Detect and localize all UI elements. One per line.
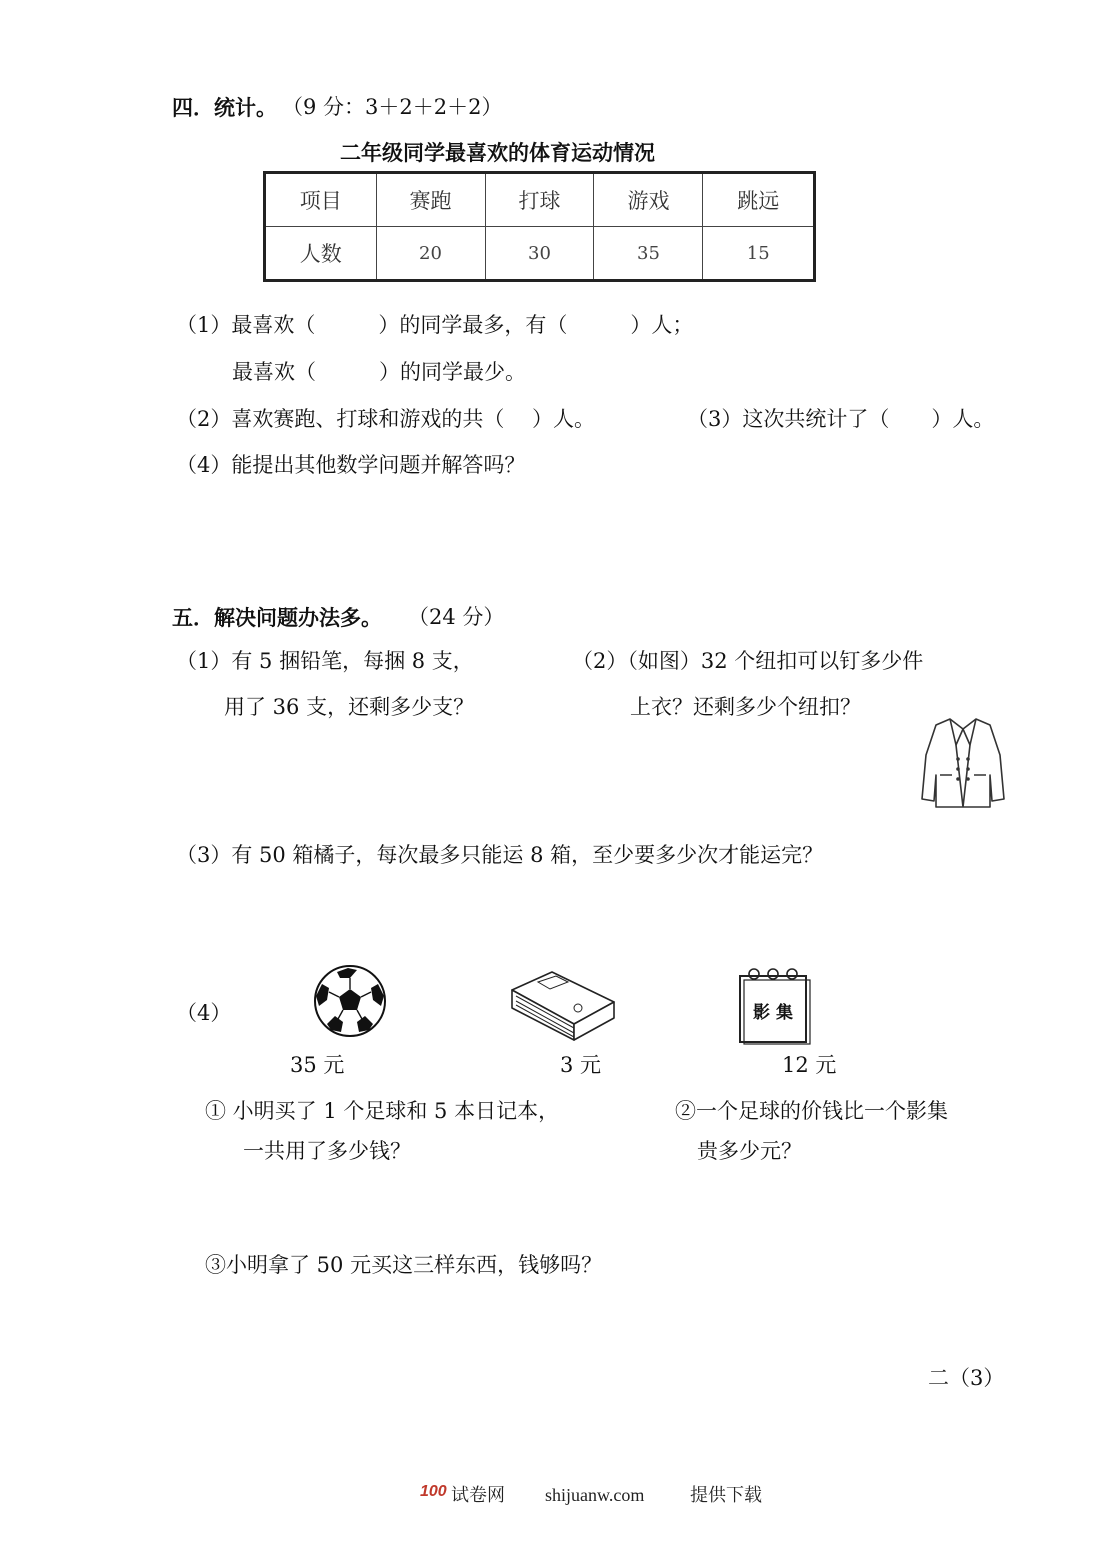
table-header-cell: 项目 [265, 173, 377, 227]
table-title: 二年级同学最喜欢的体育运动情况 [340, 140, 655, 165]
sub-question-2-line2: 贵多少元？ [697, 1139, 802, 1163]
price-photo-album: 12 元 [782, 1053, 837, 1077]
soccer-ball-icon [313, 964, 387, 1038]
table-header-cell: 打球 [485, 173, 594, 227]
table-row-label: 人数 [265, 227, 377, 281]
table-cell: 35 [594, 227, 703, 281]
price-notebook: 3 元 [560, 1053, 602, 1077]
album-cover-text: 影 集 [753, 1003, 793, 1023]
page-number: 二（3） [928, 1366, 1005, 1390]
table-row [265, 227, 815, 281]
problem-1-line1: （1）有 5 捆铅笔，每捆 8 支， [176, 649, 474, 673]
question-3: （3）这次共统计了（ ）人。 [687, 407, 995, 431]
footer-url[interactable]: shijuanw.com [545, 1485, 645, 1505]
problem-4-label: （4） [176, 1001, 232, 1025]
photo-album-icon [736, 966, 812, 1046]
section5-score: （24 分） [408, 605, 505, 629]
question-4: （4）能提出其他数学问题并解答吗？ [176, 453, 526, 477]
site-logo: 100 [420, 1483, 447, 1500]
sub-question-3: ③小明拿了 50 元买这三样东西，钱够吗？ [205, 1253, 603, 1277]
sub-question-1-line1: ① 小明买了 1 个足球和 5 本日记本， [205, 1099, 560, 1123]
section4-score: （9 分：3＋2＋2＋2） [282, 95, 503, 119]
table-header-cell: 游戏 [594, 173, 703, 227]
question-1-line1: （1）最喜欢（ ）的同学最多，有（ ）人； [176, 313, 694, 337]
sub-question-1-line2: 一共用了多少钱？ [243, 1139, 411, 1163]
problem-3: （3）有 50 箱橘子，每次最多只能运 8 箱，至少要多少次才能运完？ [176, 843, 824, 867]
footer-site-name: 试卷网 [451, 1485, 505, 1505]
table-header-cell: 赛跑 [376, 173, 485, 227]
problem-2-line2: 上衣？还剩多少个纽扣？ [630, 695, 861, 719]
jacket-icon [920, 715, 1006, 811]
statistics-table [263, 171, 816, 282]
table-cell: 20 [376, 227, 485, 281]
question-1-line2: 最喜欢（ ）的同学最少。 [232, 360, 526, 384]
price-soccer-ball: 35 元 [290, 1053, 345, 1077]
table-header-row [265, 173, 815, 227]
table-header-cell: 跳远 [703, 173, 815, 227]
table-cell: 15 [703, 227, 815, 281]
footer-note: 提供下载 [690, 1485, 762, 1505]
section5-heading: 五．解决问题办法多。 [172, 605, 382, 630]
question-2: （2）喜欢赛跑、打球和游戏的共（ ）人。 [176, 407, 596, 431]
problem-2-line1: （2）（如图）32 个纽扣可以钉多少件 [572, 649, 924, 673]
notebook-icon [508, 968, 618, 1042]
problem-1-line2: 用了 36 支，还剩多少支？ [224, 695, 475, 719]
sub-question-2-line1: ②一个足球的价钱比一个影集 [675, 1099, 948, 1123]
section4-heading: 四．统计。 [172, 95, 277, 120]
table-cell: 30 [485, 227, 594, 281]
